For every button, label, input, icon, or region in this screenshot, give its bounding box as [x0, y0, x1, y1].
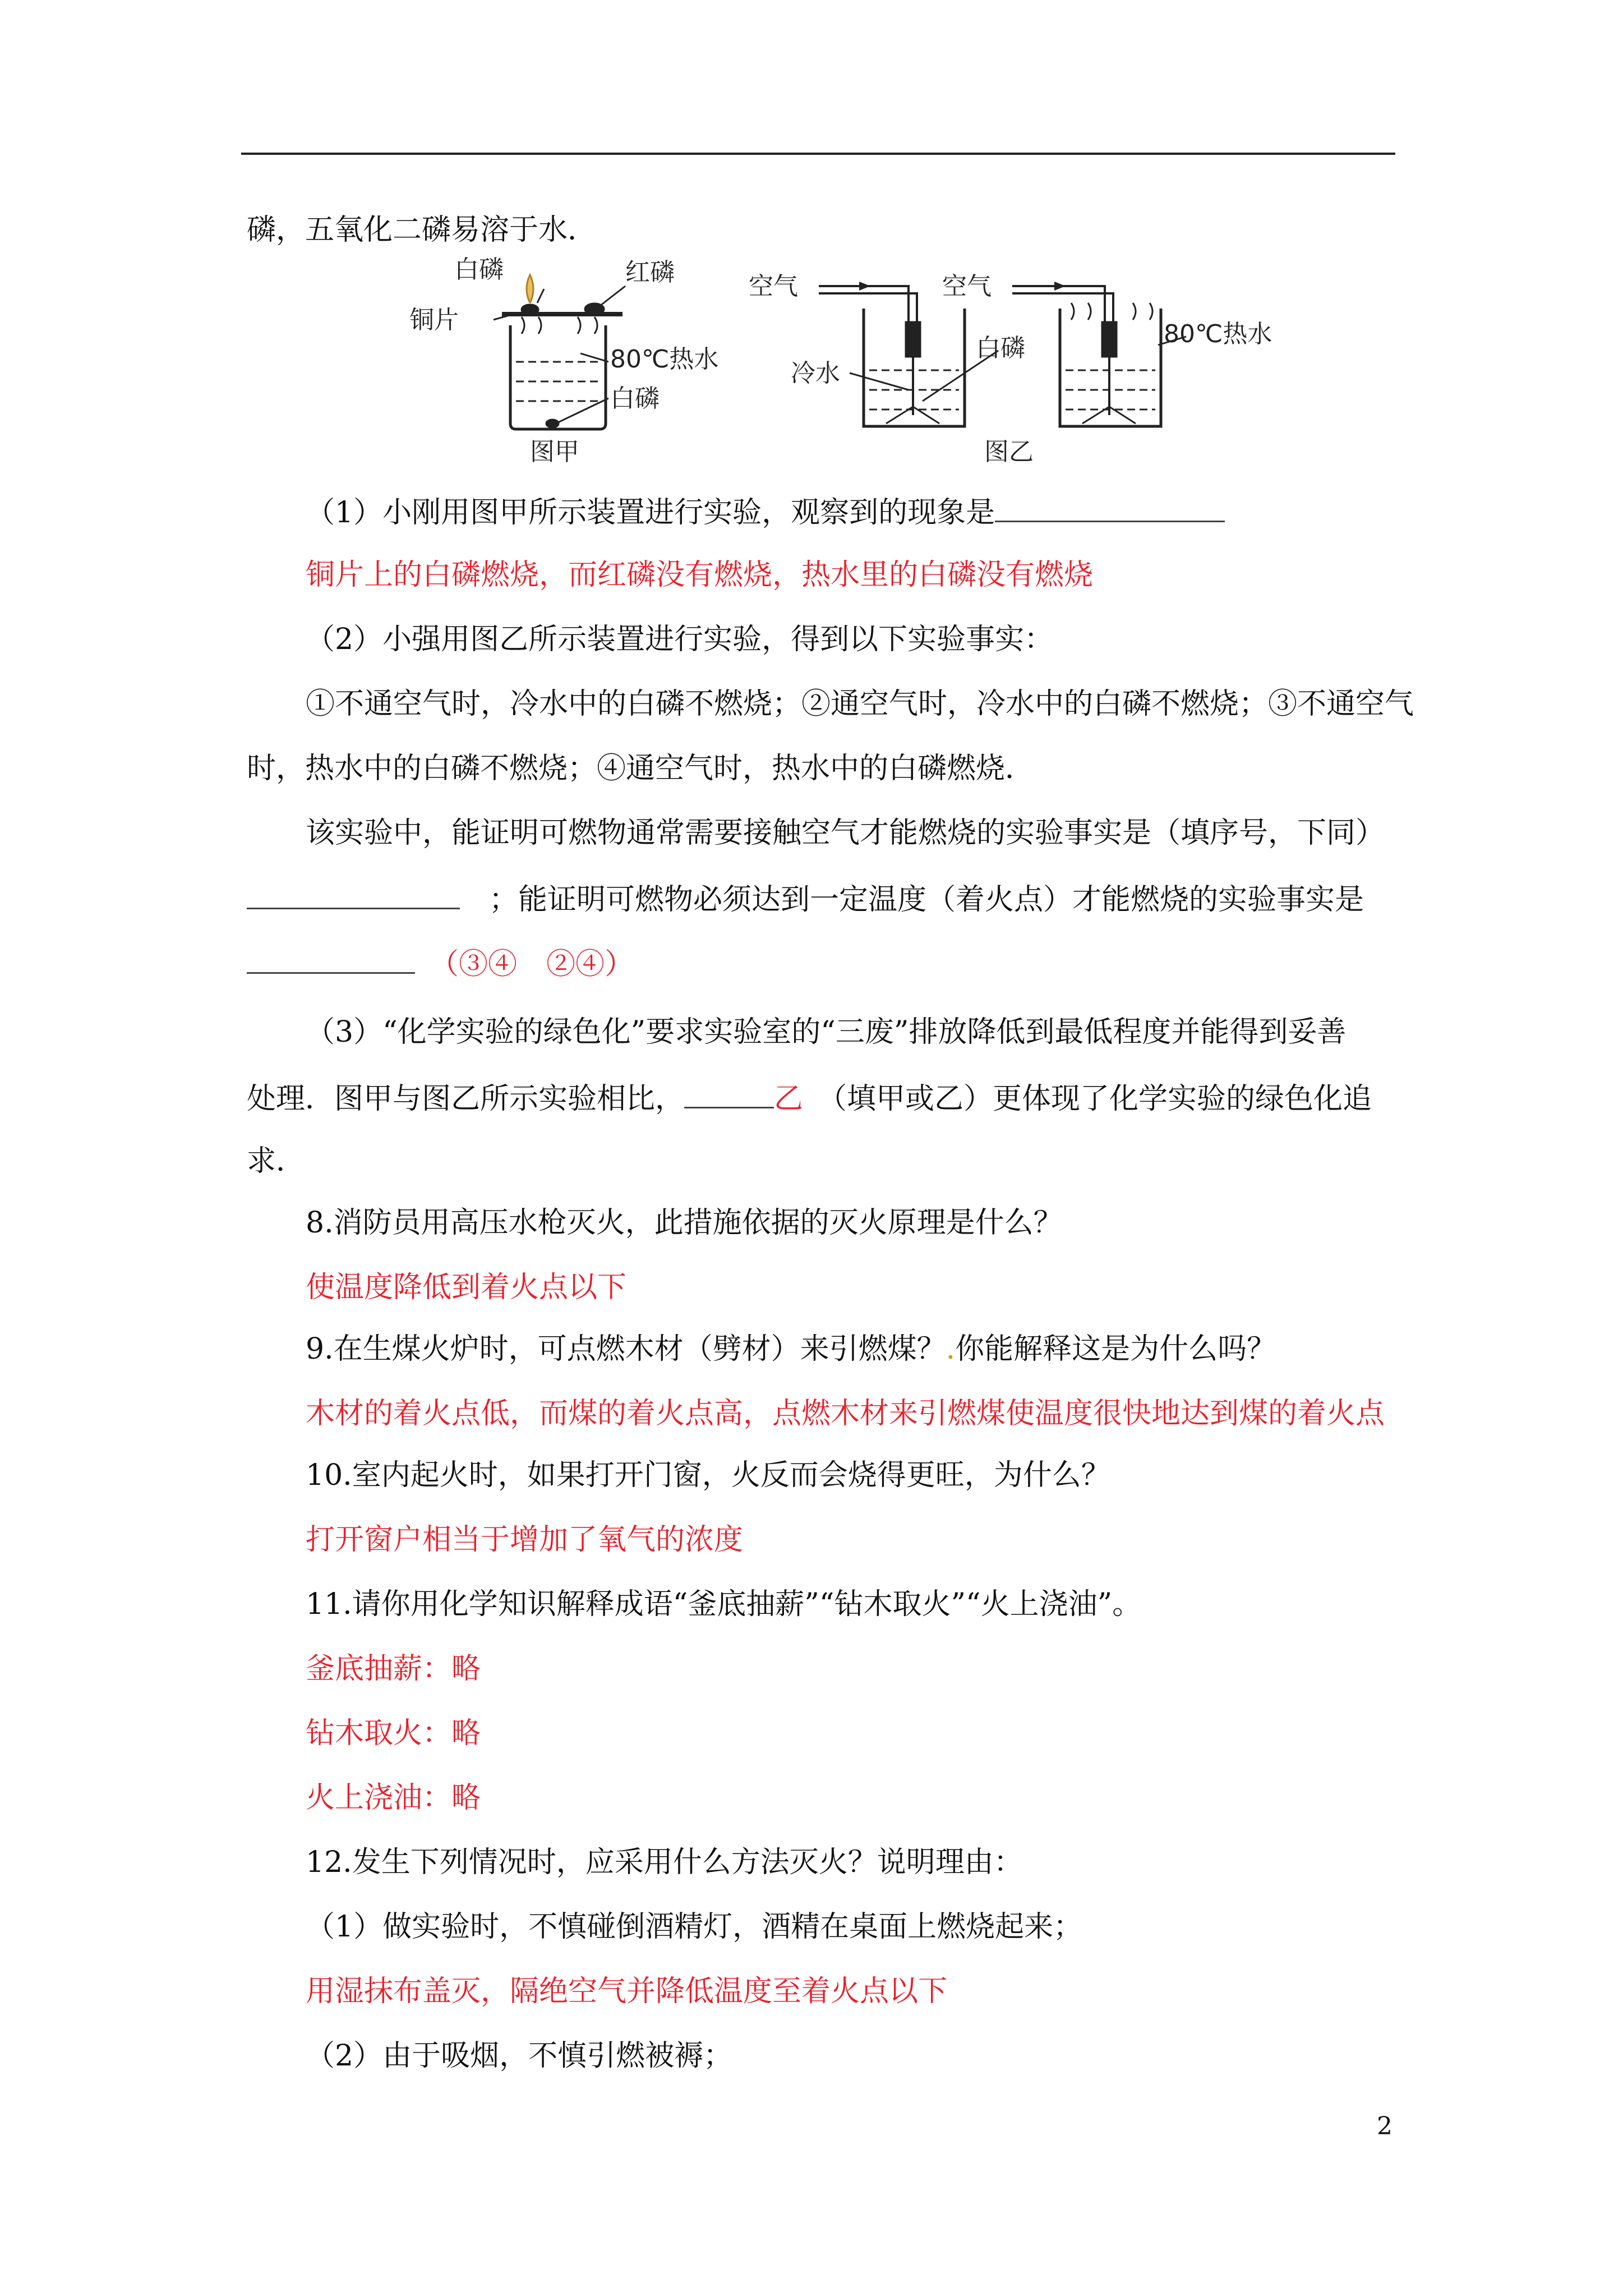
label-white-p-bottom: 白磷 [610, 384, 660, 413]
label-air-1: 空气 [749, 272, 798, 301]
label-cold-water: 冷水 [791, 359, 840, 388]
white-phosphorus [522, 305, 538, 314]
q12-p1: （1）做实验时，不慎碰倒酒精灯，酒精在桌面上燃烧起来； [306, 1910, 1083, 1944]
q7-p2-intro: （2）小强用图乙所示装置进行实验，得到以下实验事实： [306, 623, 1054, 656]
experiment-figure [409, 255, 1295, 480]
q11-answer-3: 火上浇油：略 [306, 1781, 481, 1815]
q7-p3-c: 求． [247, 1144, 306, 1178]
q8-question: 8.消防员用高压水枪灭火，此措施依据的灭火原理是什么？ [306, 1206, 1063, 1240]
q7-p3-a: （3）“化学实验的绿色化”要求实验室的“三废”排放降低到最低程度并能得到妥善 [306, 1015, 1347, 1049]
label-hot-water-a: 80℃热水 [610, 345, 719, 374]
answer-blank [684, 1080, 774, 1108]
q12-p2: （2）由于吸烟，不慎引燃被褥； [306, 2039, 733, 2073]
label-hot-water-b: 80℃热水 [1164, 320, 1272, 348]
q9-question-b: 你能解释这是为什么吗？ [955, 1332, 1276, 1366]
q7-p1-answer: 铜片上的白磷燃烧，而红磷没有燃烧，热水里的白磷没有燃烧 [306, 558, 1094, 592]
q7-p1-question: （1）小刚用图甲所示装置进行实验，观察到的现象是 [306, 496, 995, 530]
q7-p2-answer-line [247, 945, 634, 981]
label-white-p-b: 白磷 [976, 334, 1025, 362]
q11-question: 11.请你用化学知识解释成语“釜底抽薪”“钻木取火”“火上浇油”。 [306, 1588, 1142, 1621]
q7-p1 [306, 494, 1225, 530]
q7-p2-facts-a: ①不通空气时，冷水中的白磷不燃烧；②通空气时，冷水中的白磷不燃烧；③不通空气 [306, 687, 1414, 721]
q12-p1-answer: 用湿抹布盖灭，隔绝空气并降低温度至着火点以下 [306, 1975, 948, 2008]
q7-p3-b [247, 1080, 1372, 1116]
page-number: 2 [1377, 2112, 1393, 2141]
answer-blank [247, 945, 415, 974]
q7-p2-answer: （③④ ②④） [444, 947, 634, 981]
q7-p3-b-post: （填甲或乙）更体现了化学实验的绿色化追 [832, 1082, 1372, 1116]
caption-b: 图乙 [984, 438, 1034, 466]
q7-p2-facts-b: 时，热水中的白磷不燃烧；④通空气时，热水中的白磷燃烧． [247, 752, 1035, 785]
answer-blank [247, 881, 460, 909]
q8-answer: 使温度降低到着火点以下 [306, 1271, 627, 1304]
q7-p2-q-a: 该实验中，能证明可燃物通常需要接触空气才能燃烧的实验事实是（填序号，下同） [306, 816, 1385, 850]
flame-icon [527, 275, 533, 303]
q12-question: 12.发生下列情况时，应采用什么方法灭火？说明理由： [306, 1846, 1023, 1879]
q10-question: 10.室内起火时，如果打开门窗，火反而会烧得更旺，为什么？ [306, 1458, 1110, 1492]
label-air-2: 空气 [942, 272, 992, 301]
q7-p2-q-b: ；能证明可燃物必须达到一定温度（着火点）才能燃烧的实验事实是 [489, 883, 1364, 917]
q11-answer-2: 钻木取火：略 [306, 1717, 481, 1750]
q9-question [306, 1332, 1276, 1366]
q7-p3-answer: 乙 [774, 1082, 804, 1116]
label-white-p-top: 白磷 [454, 255, 504, 284]
intro-line: 磷，五氧化二磷易溶于水． [247, 213, 597, 247]
dot-mark: . [946, 1332, 956, 1366]
q7-p2-q-b-line [247, 881, 1364, 917]
label-red-p: 红磷 [625, 258, 675, 287]
q11-answer-1: 釜底抽薪：略 [306, 1652, 481, 1686]
q9-answer: 木材的着火点低，而煤的着火点高，点燃木材来引燃煤使温度很快地达到煤的着火点 [306, 1397, 1385, 1430]
header-rule [241, 153, 1395, 155]
figure-a [494, 275, 625, 429]
caption-a: 图甲 [530, 438, 579, 466]
q7-p3-b-pre: 处理．图甲与图乙所示实验相比， [247, 1082, 685, 1116]
q9-question-a: 9.在生煤火炉时，可点燃木材（劈材）来引燃煤？ [306, 1332, 946, 1366]
answer-blank [995, 494, 1225, 522]
q10-answer: 打开窗户相当于增加了氧气的浓度 [306, 1523, 744, 1557]
label-copper: 铜片 [409, 306, 459, 334]
